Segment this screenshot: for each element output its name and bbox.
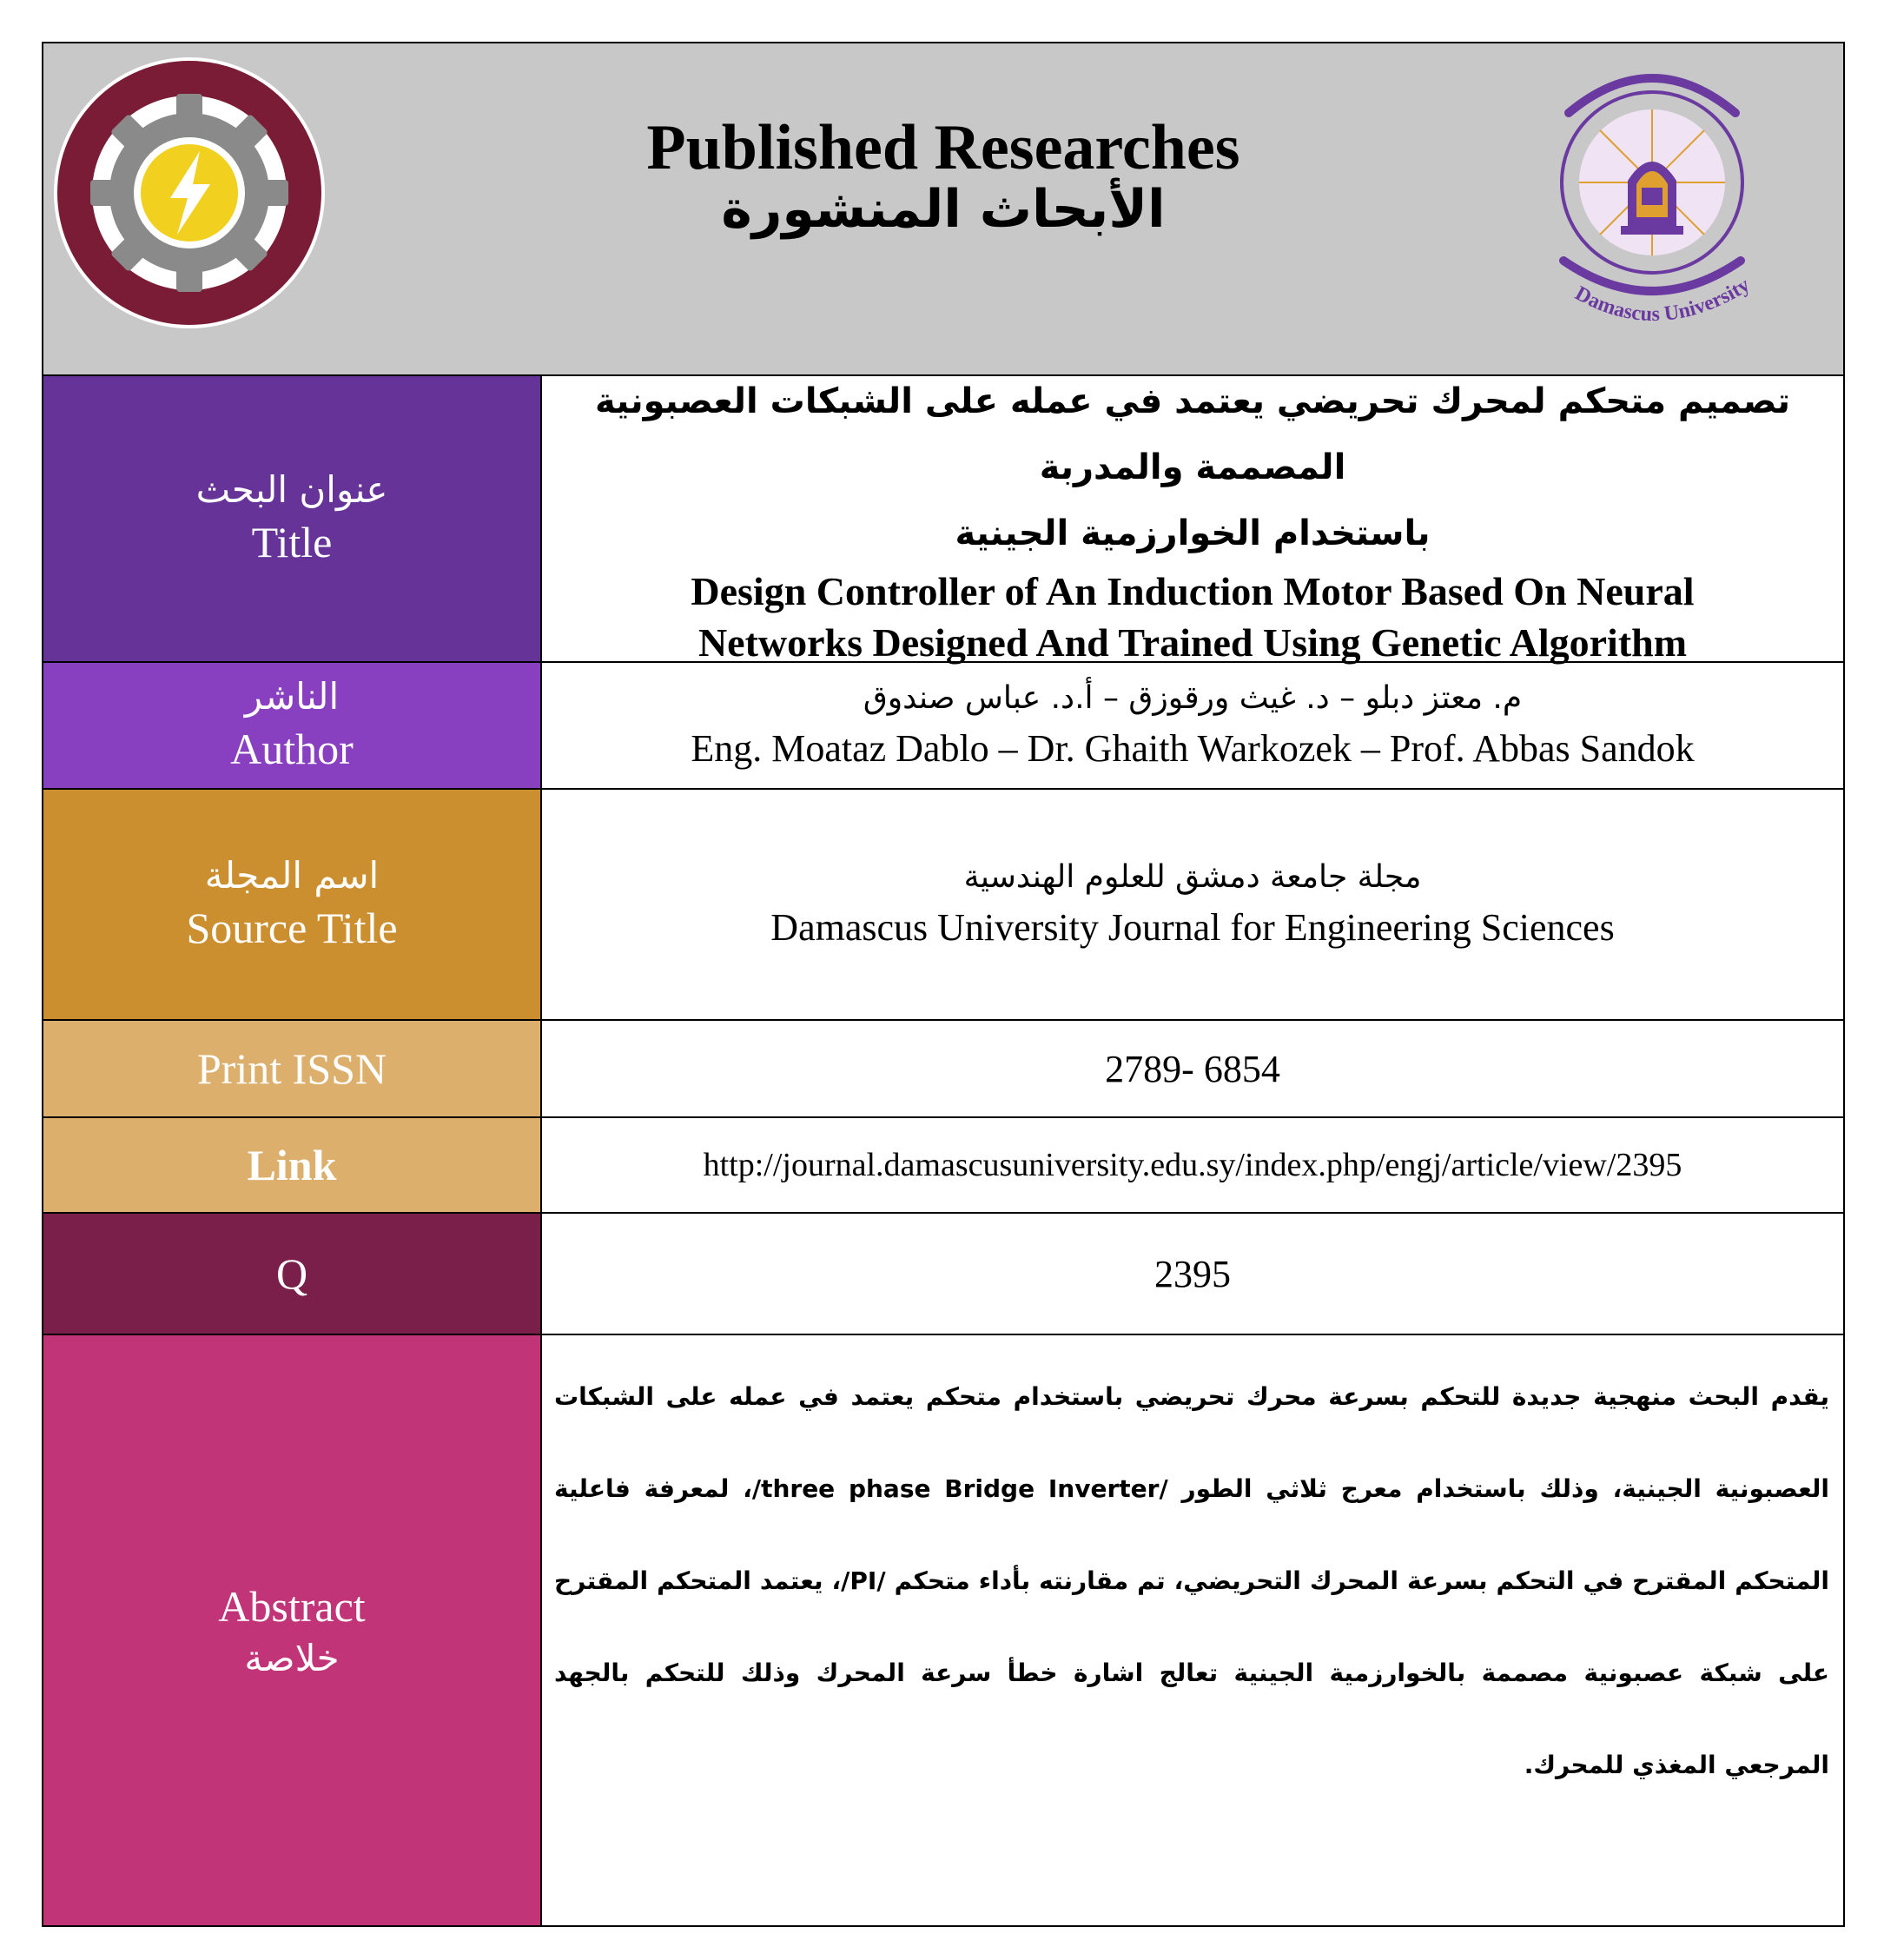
q-label-cell — [43, 1214, 542, 1334]
article-link[interactable]: http://journal.damascusuniversity.edu.sy/index.php/engj/article/view/2395 — [703, 1147, 1682, 1183]
issn-value: 2789- 6854 — [1105, 1047, 1280, 1090]
title-label-cell — [43, 376, 542, 661]
header-title-arabic: الأبحاث المنشورة — [721, 179, 1166, 240]
source-label-cell — [43, 790, 542, 1019]
journal-name-english: Damascus University Journal for Engineering Sciences — [770, 906, 1615, 950]
header-band — [43, 43, 1843, 376]
abstract-text: يقدم البحث منهجية جديدة للتحكم بسرعة محرك تحريضي باستخدام متحكم يعتمد في عمله على الشبكات العصبونية الجينية، وذلك باستخدام معرج ثلاثي الطور /three phase Bridge Inverter/، لمعرفة فاعلية المتحكم المقترح في التحكم بسرعة المحرك التحريضي، تم مقارنته بأداء متحكم /PI/، يعتمد المتحكم المقترح على شبكة عصبونية مصممة بالخوارزمية الجينية تعالج اشارة خطأ سرعة المحرك وذلك للتحكم بالجهد المرجعي المغذي للمحرك. — [554, 1382, 1829, 1779]
source-value-cell — [542, 790, 1843, 1019]
link-label-cell — [43, 1118, 542, 1212]
author-label-english: Author — [230, 724, 354, 773]
issn-label-cell — [43, 1021, 542, 1116]
link-value-cell — [542, 1118, 1843, 1212]
source-label-arabic: اسم المجلة — [204, 854, 380, 897]
source-label-english: Source Title — [186, 903, 398, 952]
q-label: Q — [275, 1248, 308, 1298]
author-row — [43, 663, 1843, 790]
abstract-label-cell — [43, 1335, 542, 1925]
damascus-university-logo-text: Damascus University — [1570, 274, 1755, 327]
author-label-cell — [43, 663, 542, 788]
title-label-english: Title — [251, 517, 333, 566]
author-label-arabic: الناشر — [244, 675, 340, 718]
title-value-cell — [542, 376, 1843, 665]
issn-value-cell — [542, 1021, 1843, 1116]
title-english-line1: Design Controller of An Induction Motor Based On Neural — [691, 569, 1695, 614]
link-row — [43, 1118, 1843, 1214]
link-label: Link — [247, 1140, 337, 1189]
issn-row — [43, 1021, 1843, 1118]
author-names-arabic: م. معتز دبلو – د. غيث ورقوزق – أ.د. عباس صندوق — [863, 680, 1523, 717]
q-value: 2395 — [1154, 1252, 1231, 1295]
title-label-arabic: عنوان البحث — [195, 468, 388, 512]
source-row — [43, 790, 1843, 1021]
journal-name-arabic: مجلة جامعة دمشق للعلوم الهندسية — [963, 859, 1422, 896]
q-row — [43, 1214, 1843, 1335]
abstract-label-english: Abstract — [218, 1581, 366, 1631]
author-value-cell — [542, 663, 1843, 788]
title-arabic-line1: تصميم متحكم لمحرك تحريضي يعتمد في عمله على الشبكات العصبونية المصممة والمدربة — [595, 381, 1790, 488]
q-value-cell — [542, 1214, 1843, 1334]
title-arabic-line2: باستخدام الخوارزمية الجينية — [955, 513, 1431, 554]
title-english-line2: Networks Designed And Trained Using Genetic Algorithm — [697, 620, 1688, 665]
title-row — [43, 376, 1843, 663]
abstract-row — [43, 1335, 1843, 1925]
issn-label: Print ISSN — [196, 1043, 387, 1093]
damascus-university-logo-icon — [1534, 61, 1777, 348]
abstract-label-arabic: خلاصة — [244, 1636, 340, 1679]
author-names-english: Eng. Moataz Dablo – Dr. Ghaith Warkozek – Prof. Abbas Sandok — [691, 727, 1695, 771]
header-title: Published Researches — [646, 112, 1240, 183]
research-sheet — [42, 42, 1845, 1927]
